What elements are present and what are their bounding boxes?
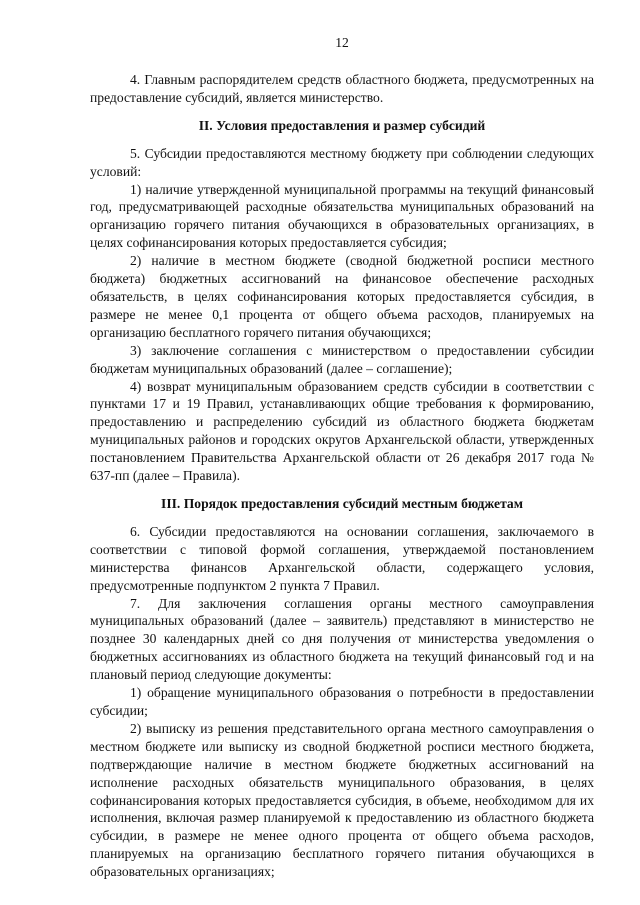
section-heading-3: III. Порядок предоставления субсидий местным бюджетам bbox=[161, 495, 523, 511]
paragraph-6: 6. Субсидии предоставляются на основании соглашения, заключаемого в соответствии с типовой формой соглашения, утверждаемой постановлением министерства финансов Архангельской области, содержащего условия, предусмотренные подпунктом 2 пункта 7 Правил. bbox=[90, 523, 594, 593]
section-heading-2: II. Условия предоставления и размер субсидий bbox=[198, 117, 486, 133]
condition-3: 3) заключение соглашения с министерством о предоставлении субсидии бюджетам муниципальных образований (далее – соглашение); bbox=[90, 342, 594, 376]
condition-1: 1) наличие утвержденной муниципальной программы на текущий финансовый год, предусматривающей расходные обязательства муниципальных образований на организацию горячего питания обучающихся в образовательных организациях, в целях софинансирования которых предоставляется субсидия; bbox=[90, 181, 594, 251]
document-item-2: 2) выписку из решения представительного органа местного самоуправления о местном бюджете или выписку из сводной бюджетной росписи местного бюджета, подтверждающие наличие в местном бюджете бюджетных ассигнований на исполнение расходных обязательств муниципального образования, в целях софинансирования которых предоставляется субсидия, в объеме, необходимом для их исполнения, включая размер планируемой к предоставлению из областного бюджета субсидии, в размере не менее одного процента от общего объема расходов, планируемых на организацию бесплатного горячего питания обучающихся в образовательных организациях; bbox=[90, 720, 594, 880]
paragraph-4: 4. Главным распорядителем средств областного бюджета, предусмотренных на предоставление субсидий, является министерство. bbox=[90, 71, 594, 105]
page-number: 12 bbox=[335, 35, 349, 50]
document-item-1: 1) обращение муниципального образования о потребности в предоставлении субсидии; bbox=[90, 685, 594, 718]
condition-2: 2) наличие в местном бюджете (сводной бюджетной росписи местного бюджета) бюджетных ассигнований на финансовое обеспечение расходных обязательств, в целях софинансирования которых предоставляется субсидия, в размере не менее 0,1 процента от общего объема расходов, планируемых на организацию бесплатного горячего питания обучающихся; bbox=[90, 253, 594, 340]
condition-4: 4) возврат муниципальным образованием средств субсидии в соответствии с пунктами 17 и 19 Правил, устанавливающих общие требования к формированию, предоставлению и распределению субсидий из областного бюджета бюджетам муниципальных районов и городских округов Архангельской области, утвержденных постановлением Правительства Архангельской области от 26 декабря 2017 года № 637-пп (далее – Правила). bbox=[90, 378, 594, 484]
paragraph-7: 7. Для заключения соглашения органы местного самоуправления муниципальных образований (далее – заявитель) представляют в министерство не позднее 30 календарных дней со дня получения от министерства уведомления о бюджетных ассигнованиях из областного бюджета на текущий финансовый год и на плановый период следующие документы: bbox=[90, 595, 594, 683]
paragraph-5: 5. Субсидии предоставляются местному бюджету при соблюдении следующих условий: bbox=[90, 145, 594, 179]
